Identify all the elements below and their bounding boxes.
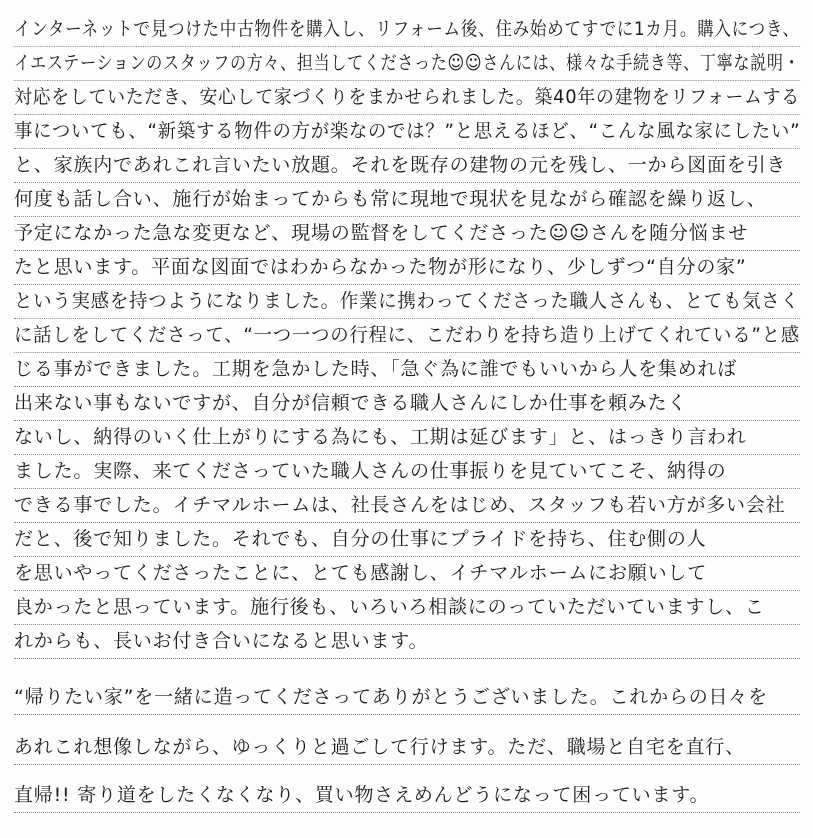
letter-line-9: という実感を持つようになりました。作業に携わってくださった職人さんも、とても気さく (14, 286, 800, 319)
letter-line-21: あれこれ想像しながら、ゆっくりと過ごして行けます。ただ、職場と自宅を直行、 (14, 732, 800, 765)
letter-line-19: れからも、長いお付き合いになると思います。 (14, 626, 800, 659)
letter-line-14: ました。実際、来てくださっていた職人さんの仕事振りを見ていてこそ、納得の (14, 456, 800, 489)
letter-line-15: できる事でした。イチマルホームは、社長さんをはじめ、スタッフも若い方が多い会社 (14, 490, 800, 523)
letter-line-17: を思いやってくださったことに、とても感謝し、イチマルホームにお願いして (14, 558, 800, 591)
letter-line-11: じる事ができました。工期を急かした時、「急ぐ為に誰でもいいから人を集めれば (14, 354, 800, 387)
letter-line-12: 出来ない事もないですが、自分が信頼できる職人さんにしか仕事を頼みたく (14, 388, 800, 421)
letter-line-1: インターネットで見つけた中古物件を購入し、リフォーム後、住み始めてすでに1カ月。購入につき、 (14, 14, 800, 47)
letter-line-4: 事についても、“新築する物件の方が楽なのでは？”と思えるほど、“こんな風な家にしたい” (14, 116, 800, 149)
letter-line-18: 良かったと思っています。施行後も、いろいろ相談にのっていただいていますし、こ (14, 592, 800, 625)
letter-line-20: “帰りたい家”を一緒に造ってくださってありがとうございました。これからの日々を (14, 682, 800, 715)
letter-line-16: だと、後で知りました。それでも、自分の仕事にプライドを持ち、住む側の人 (14, 524, 800, 557)
letter-line-6: 何度も話し合い、施行が始まってからも常に現地で現状を見ながら確認を繰り返し、 (14, 184, 800, 217)
letter-line-7: 予定になかった急な変更など、現場の監督をしてくださった☺☺さんを随分悩ませ (14, 218, 800, 251)
letter-line-8: たと思います。平面な図面ではわからなかった物が形になり、少しずつ“自分の家” (14, 252, 800, 285)
letter-line-10: に話しをしてくださって、“一つ一つの行程に、こだわりを持ち造り上げてくれている”と感 (14, 320, 800, 353)
letter-line-13: ないし、納得のいく仕上がりにする為にも、工期は延びます」と、はっきり言われ (14, 422, 800, 455)
letter-line-5: と、家族内であれこれ言いたい放題。それを既存の建物の元を残し、一から図面を引き (14, 150, 800, 183)
letter-line-22: 直帰!! 寄り道をしたくなくなり、買い物さえめんどうになって困っています。 (14, 780, 800, 813)
letter-line-3: 対応をしていただき、安心して家づくりをまかせられました。築40年の建物をリフォームする (14, 82, 800, 115)
letter-line-2: イエステーションのスタッフの方々、担当してくださった☺☺さんには、様々な手続き等、丁寧な説明・ (14, 48, 800, 81)
